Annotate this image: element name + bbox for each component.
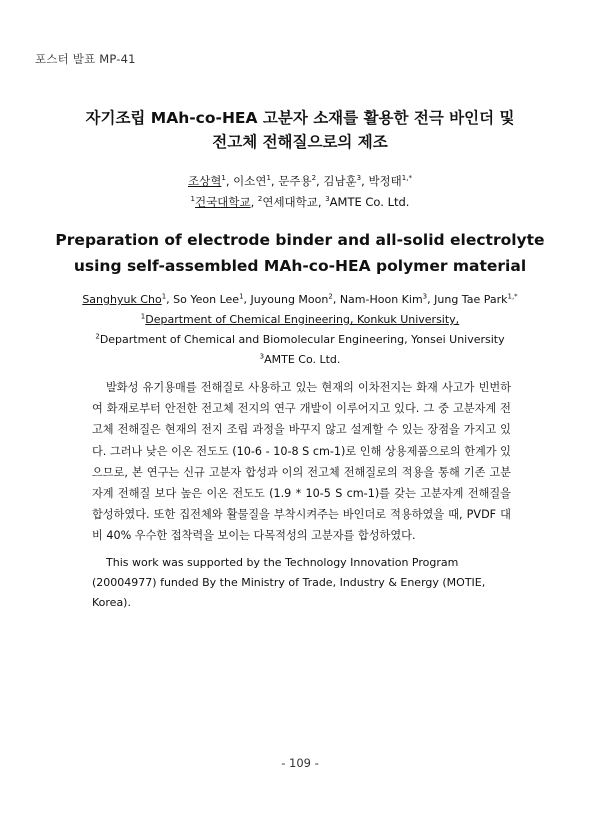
- english-author-block: [0, 290, 600, 370]
- author-superscript: 3: [356, 174, 362, 183]
- affiliation-superscript: 2: [257, 195, 263, 204]
- english-affiliation-3: [0, 350, 600, 370]
- affiliation-separator: ,: [317, 195, 326, 209]
- author-separator: ,: [243, 293, 251, 306]
- korean-author-block: [0, 171, 600, 213]
- author-name: Sanghyuk Cho: [82, 293, 162, 306]
- author-name: So Yeon Lee: [173, 293, 240, 306]
- session-label: 포스터 발표 MP-41: [35, 52, 136, 66]
- affiliation-superscript: 1: [190, 195, 196, 204]
- author-name: Jung Tae Park: [434, 293, 508, 306]
- affiliation-text: AMTE Co. Ltd.: [264, 353, 341, 366]
- author-name: 박정태: [368, 174, 402, 188]
- affiliation-superscript: 2: [95, 332, 100, 341]
- korean-title-line-1: 자기조립 MAh-co-HEA 고분자 소재를 활용한 전극 바인더 및: [85, 109, 515, 127]
- affiliation-text: Department of Chemical and Biomolecular Engineering, Yonsei University: [99, 333, 505, 346]
- affiliation-superscript: 3: [325, 195, 330, 204]
- affiliation-text: Department of Chemical Engineering, Konkuk University,: [145, 313, 460, 326]
- english-title-line-1: Preparation of electrode binder and all-solid electrolyte: [55, 231, 545, 249]
- acknowledgment-text: This work was supported by the Technology Innovation Program (20004977) funded By the Ministry of Trade, Industry & Energy (MOTIE, Korea).: [92, 556, 486, 609]
- author-superscript: 2: [328, 292, 333, 301]
- page-number: - 109 -: [281, 756, 319, 770]
- author-separator: ,: [316, 174, 324, 188]
- korean-affiliation-list: [0, 192, 600, 213]
- author-name: 김남훈: [323, 174, 357, 188]
- author-separator: ,: [427, 293, 435, 306]
- affiliation-superscript: 3: [259, 352, 265, 361]
- affiliation-separator: ,: [250, 195, 258, 209]
- author-name: Nam-Hoon Kim: [339, 293, 423, 306]
- korean-author-list: [0, 171, 600, 192]
- english-title-line-2: using self-assembled MAh-co-HEA polymer material: [73, 257, 527, 275]
- english-author-list: [0, 290, 600, 310]
- author-superscript: 1,*: [507, 292, 518, 301]
- author-superscript: 1,*: [401, 174, 412, 183]
- author-separator: ,: [270, 174, 279, 188]
- author-name: 문주용: [278, 174, 312, 188]
- affiliation-name: AMTE Co. Ltd.: [329, 195, 410, 209]
- korean-abstract: 발화성 유기용매를 전해질로 사용하고 있는 현재의 이차전지는 화재 사고가 빈번하여 화재로부터 안전한 전고체 전지의 연구 개발이 이루어지고 있다. 그 중 고분자계 전고체 전해질은 현재의 전지 조립 과정을 바꾸지 않고 설계할 수 있는 장점을 가지고 있다. 그러나 낮은 이온 전도도 (10-6 - 10-8 S cm-1)로 인해 상용제품으로의 한계가 있으므로, 본 연구는 신규 고분자 합성과 이의 전고체 전해질로의 적용을 통해 기존 고분자계 전해질 보다 높은 이온 전도도 (1.9 * 10-5 S cm-1)를 갖는 고분자계 전해질을 합성하였다. 또한 집전체와 활물질을 부착시켜주는 바인더로 적용하였을 때, PVDF 대비 40% 우수한 접착력을 보이는 다목적성의 고분자를 합성하였다.: [92, 381, 511, 543]
- affiliation-name: 건국대학교: [195, 195, 251, 209]
- author-superscript: 1: [239, 292, 244, 301]
- author-name: 이소연: [233, 174, 267, 188]
- author-separator: ,: [361, 174, 369, 188]
- author-separator: ,: [166, 293, 174, 306]
- author-name: Juyoung Moon: [250, 293, 329, 306]
- author-superscript: 1: [266, 174, 271, 183]
- english-affiliation-2: [0, 330, 600, 350]
- author-superscript: 3: [422, 292, 428, 301]
- korean-title: [0, 106, 600, 154]
- english-affiliation-1: [0, 310, 600, 330]
- author-superscript: 1: [221, 174, 226, 183]
- korean-title-line-2: 전고체 전해질으로의 제조: [212, 133, 388, 151]
- affiliation-superscript: 1: [140, 312, 146, 321]
- author-name: 조상혁: [188, 174, 222, 188]
- english-title: [0, 227, 600, 279]
- author-superscript: 1: [161, 292, 167, 301]
- author-superscript: 2: [311, 174, 317, 183]
- author-separator: ,: [225, 174, 234, 188]
- author-separator: ,: [332, 293, 340, 306]
- affiliation-name: 연세대학교: [262, 195, 318, 209]
